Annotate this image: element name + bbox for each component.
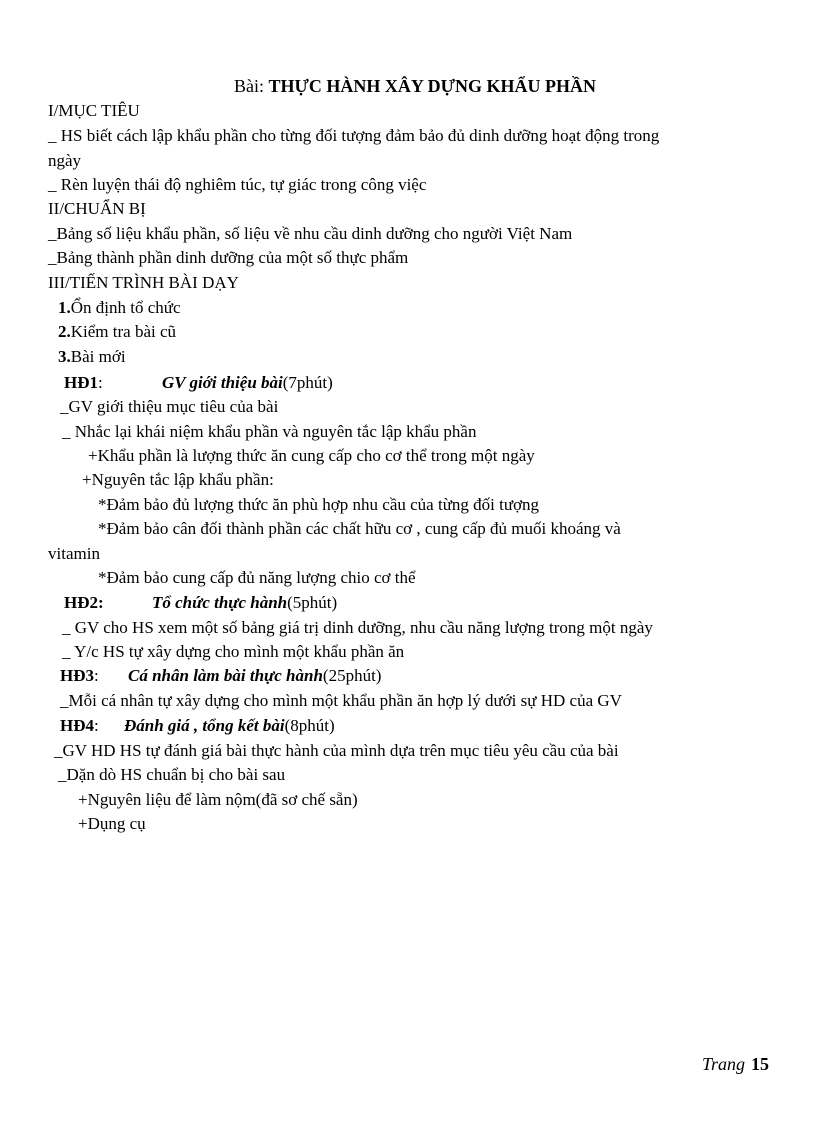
activity-3-label: HĐ3 (60, 666, 94, 685)
activity-2-header (64, 593, 104, 613)
activity-4-time: (8phút) (284, 716, 335, 735)
activity-2-label: HĐ2: (64, 593, 104, 612)
activity-1-title-line (162, 373, 333, 393)
step-3-number: 3. (58, 347, 71, 366)
activity-1-line-1: _GV giới thiệu mục tiêu của bài (60, 397, 279, 416)
objective-line-1-cont: ngày (48, 151, 82, 170)
preparation-line-1: _Bảng số liệu khẩu phần, số liệu về nhu cầu dinh dưỡng cho người Việt Nam (48, 224, 573, 243)
activity-1-line-5: *Đảm bảo đủ lượng thức ăn phù hợp nhu cầu của từng đối tượng (98, 495, 540, 514)
activity-4-colon: : (94, 716, 99, 735)
activity-2-title-line (152, 593, 337, 613)
activity-1-line-7: *Đảm bảo cung cấp đủ năng lượng chio cơ thể (98, 568, 416, 587)
section-procedure-heading: III/TIẾN TRÌNH BÀI DẠY (48, 273, 239, 292)
step-1 (58, 298, 181, 318)
activity-4-title-line (124, 716, 335, 736)
activity-3-colon: : (94, 666, 99, 685)
activity-4-title: Đánh giá , tổng kết bài (124, 716, 285, 735)
activity-1-header (64, 373, 103, 393)
title-main: THỰC HÀNH XÂY DỰNG KHẨU PHẦN (268, 76, 596, 96)
step-2-text: Kiểm tra bài cũ (70, 322, 177, 341)
activity-1-line-6-cont: vitamin (48, 544, 100, 563)
title-prefix: Bài: (234, 76, 269, 96)
activity-4-label: HĐ4 (60, 716, 94, 735)
activity-1-line-3: +Khẩu phần là lượng thức ăn cung cấp cho cơ thể trong một ngày (88, 446, 535, 465)
activity-1-label: HĐ1 (64, 373, 98, 392)
step-2 (58, 322, 176, 342)
activity-2-time: (5phút) (287, 593, 338, 612)
step-1-text: Ổn định tổ chức (70, 298, 181, 317)
activity-1-colon: : (98, 373, 103, 392)
preparation-line-2: _Bảng thành phần dinh dưỡng của một số thực phẩm (48, 248, 409, 267)
activity-4-line-2: _Dặn dò HS chuẩn bị cho bài sau (58, 765, 286, 784)
step-3 (58, 347, 126, 367)
page-footer (702, 1054, 769, 1075)
activity-1-line-6: *Đảm bảo cân đối thành phần các chất hữu cơ , cung cấp đủ muối khoáng và (98, 519, 621, 538)
objective-line-1: _ HS biết cách lập khẩu phần cho từng đối tượng đảm bảo đủ dinh dưỡng hoạt động trong (48, 126, 660, 145)
activity-1-title: GV giới thiệu bài (162, 373, 283, 392)
activity-1-line-4: +Nguyên tắc lập khẩu phần: (82, 470, 274, 489)
activity-3-title: Cá nhân làm bài thực hành (128, 666, 323, 685)
lesson-title (0, 76, 816, 97)
activity-1-time: (7phút) (282, 373, 333, 392)
step-1-number: 1. (58, 298, 71, 317)
step-3-text: Bài mới (70, 347, 126, 366)
step-2-number: 2. (58, 322, 71, 341)
activity-2-line-2: _ Y/c HS tự xây dựng cho mình một khẩu phần ăn (62, 642, 405, 661)
activity-3-line-1: _Mỗi cá nhân tự xây dựng cho mình một khẩu phần ăn hợp lý dưới sự HD của GV (60, 691, 622, 710)
activity-4-line-4: +Dụng cụ (78, 814, 146, 833)
page-number: 15 (751, 1054, 770, 1074)
activity-4-line-1: _GV HD HS tự đánh giá bài thực hành của mình dựa trên mục tiêu yêu cầu của bài (54, 741, 619, 760)
objective-line-2: _ Rèn luyện thái độ nghiêm túc, tự giác trong công việc (48, 175, 427, 194)
activity-4-line-3: +Nguyên liệu để làm nộm(đã sơ chế sẵn) (78, 790, 358, 809)
page-label: Trang (702, 1054, 746, 1074)
activity-3-title-line (128, 666, 381, 686)
section-preparation-heading: II/CHUẨN BỊ (48, 199, 146, 218)
section-objectives-heading: I/MỤC TIÊU (48, 101, 140, 120)
activity-2-title: Tổ chức thực hành (152, 593, 288, 612)
activity-4-header (60, 716, 99, 736)
activity-2-line-1: _ GV cho HS xem một số bảng giá trị dinh dưỡng, nhu cầu năng lượng trong một ngày (62, 618, 653, 637)
activity-1-line-2: _ Nhắc lại khái niệm khẩu phần và nguyên tắc lập khẩu phần (62, 422, 477, 441)
activity-3-header (60, 666, 99, 686)
activity-3-time: (25phút) (322, 666, 382, 685)
